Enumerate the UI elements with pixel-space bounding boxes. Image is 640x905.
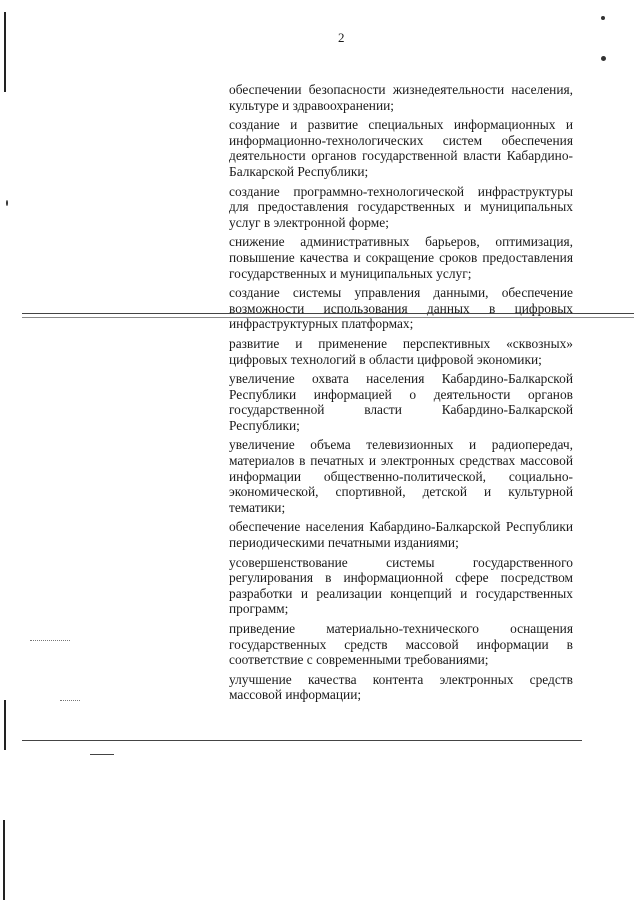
- list-item: создание и развитие специальных информационных и информационно-технологических систем обеспечения деятельности органов государственной власти Кабардино-Балкарской Республики;: [229, 117, 573, 179]
- list-item: снижение административных барьеров, оптимизация, повышение качества и сокращение сроков предоставления государственных и муниципальных услуг;: [229, 234, 573, 281]
- scan-artifact-line: [22, 740, 582, 741]
- scan-edge-line: [3, 820, 5, 900]
- list-item: увеличение объема телевизионных и радиопередач, материалов в печатных и электронных средствах массовой информации общественно-политической, социально-экономической, спортивной, детской и культурной тематики;: [229, 437, 573, 515]
- scan-edge-line: [4, 12, 6, 92]
- scan-speck: [601, 56, 606, 61]
- scan-speck: [6, 200, 8, 206]
- scan-speck: [601, 16, 605, 20]
- scan-artifact-line: [22, 313, 634, 314]
- document-body: [229, 82, 573, 707]
- scan-artifact-dots: [60, 700, 80, 701]
- list-item: обеспечение населения Кабардино-Балкарской Республики периодическими печатными изданиями;: [229, 519, 573, 551]
- list-item: увеличение охвата населения Кабардино-Балкарской Республики информацией о деятельности органов государственной власти Кабардино-Балкарской Республики;: [229, 371, 573, 433]
- page-number: 2: [338, 30, 345, 45]
- list-item: развитие и применение перспективных «сквозных» цифровых технологий в области цифровой экономики;: [229, 335, 573, 367]
- scan-artifact-line: [22, 317, 634, 318]
- list-item: усовершенствование системы государственного регулирования в информационной сфере посредством разработки и реализации концепций и государственных программ;: [229, 554, 573, 617]
- list-item: создание программно-технологической инфраструктуры для предоставления государственных и муниципальных услуг в электронной форме;: [229, 183, 573, 230]
- list-item: создание системы управления данными, обеспечение возможности использования данных в цифровых инфраструктурных платформах;: [229, 285, 573, 332]
- list-item: обеспечении безопасности жизнедеятельности населения, культуре и здравоохранении;: [229, 82, 573, 113]
- list-item: улучшение качества контента электронных средств массовой информации;: [229, 671, 573, 703]
- scan-artifact-dots: [30, 640, 70, 641]
- scan-artifact-line: [90, 754, 114, 755]
- list-item: приведение материально-технического оснащения государственных средств массовой информации в соответствие с современными требованиями;: [229, 621, 573, 668]
- scan-edge-line: [4, 700, 6, 750]
